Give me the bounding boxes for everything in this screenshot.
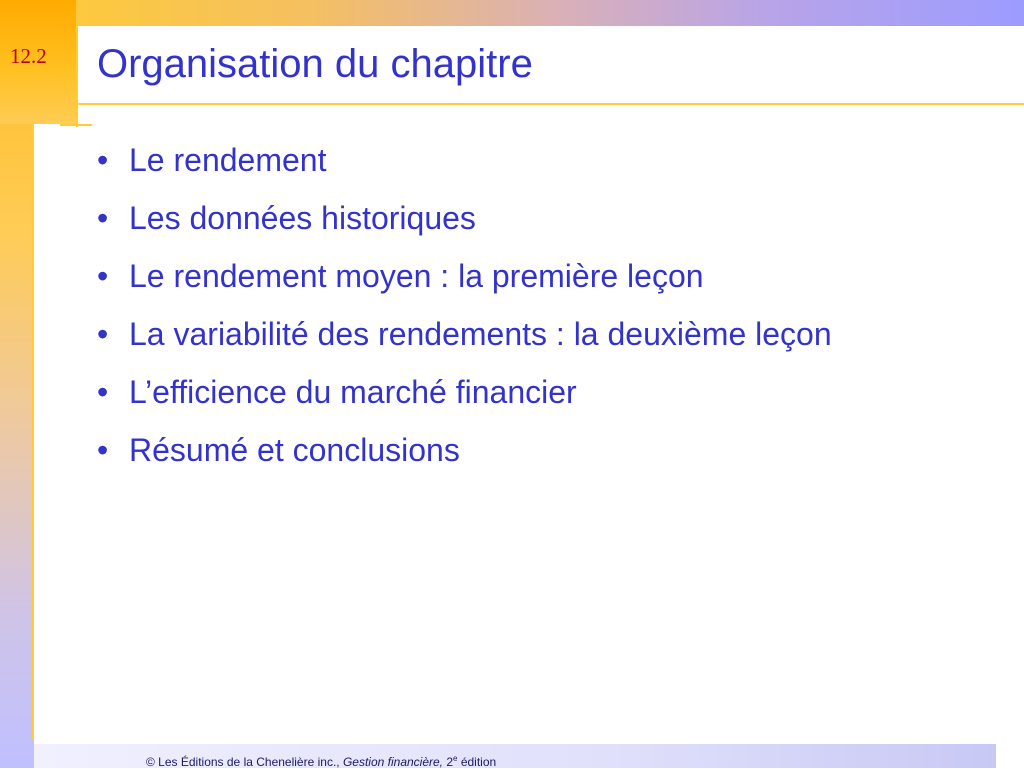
bullet-item: [93, 370, 923, 414]
bullet-dot-icon: •: [97, 142, 109, 178]
corner-tick-horizontal: [60, 124, 92, 126]
title-left-rule: [76, 26, 78, 104]
bullet-item: [93, 196, 923, 240]
slide-title: Organisation du chapitre: [97, 42, 533, 86]
bullet-item: [93, 254, 923, 298]
bullet-text: Le rendement moyen : la première leçon: [129, 258, 704, 294]
bullet-text: Les données historiques: [129, 200, 476, 236]
footer-copyright: [146, 754, 496, 769]
bullet-item: [93, 428, 923, 472]
bullet-dot-icon: •: [97, 316, 109, 352]
bullet-text: La variabilité des rendements : la deuxième leçon: [129, 316, 832, 352]
slide-number: 12.2: [10, 44, 47, 68]
bullet-list: [93, 138, 923, 486]
bullet-dot-icon: •: [97, 374, 109, 410]
title-underline: [76, 103, 1024, 105]
bullet-dot-icon: •: [97, 258, 109, 294]
bullet-item: [93, 138, 923, 182]
bullet-dot-icon: •: [97, 432, 109, 468]
footer-publisher: © Les Éditions de la Chenelière inc.,: [146, 755, 343, 769]
footer-book-title: Gestion financière,: [342, 755, 444, 769]
footer-edition-sup: e: [453, 754, 458, 763]
footer-edition-number: 2: [443, 755, 454, 769]
bullet-item: [93, 312, 923, 356]
bullet-text: Résumé et conclusions: [129, 432, 460, 468]
top-gradient-band: [0, 0, 1024, 26]
bullet-text: L’efficience du marché financier: [129, 374, 577, 410]
footer-edition-word: édition: [457, 755, 497, 769]
bullet-dot-icon: •: [97, 200, 109, 236]
slide-number-tab: [0, 0, 76, 124]
left-band-edge-line: [32, 120, 34, 740]
bullet-text: Le rendement: [129, 142, 327, 178]
